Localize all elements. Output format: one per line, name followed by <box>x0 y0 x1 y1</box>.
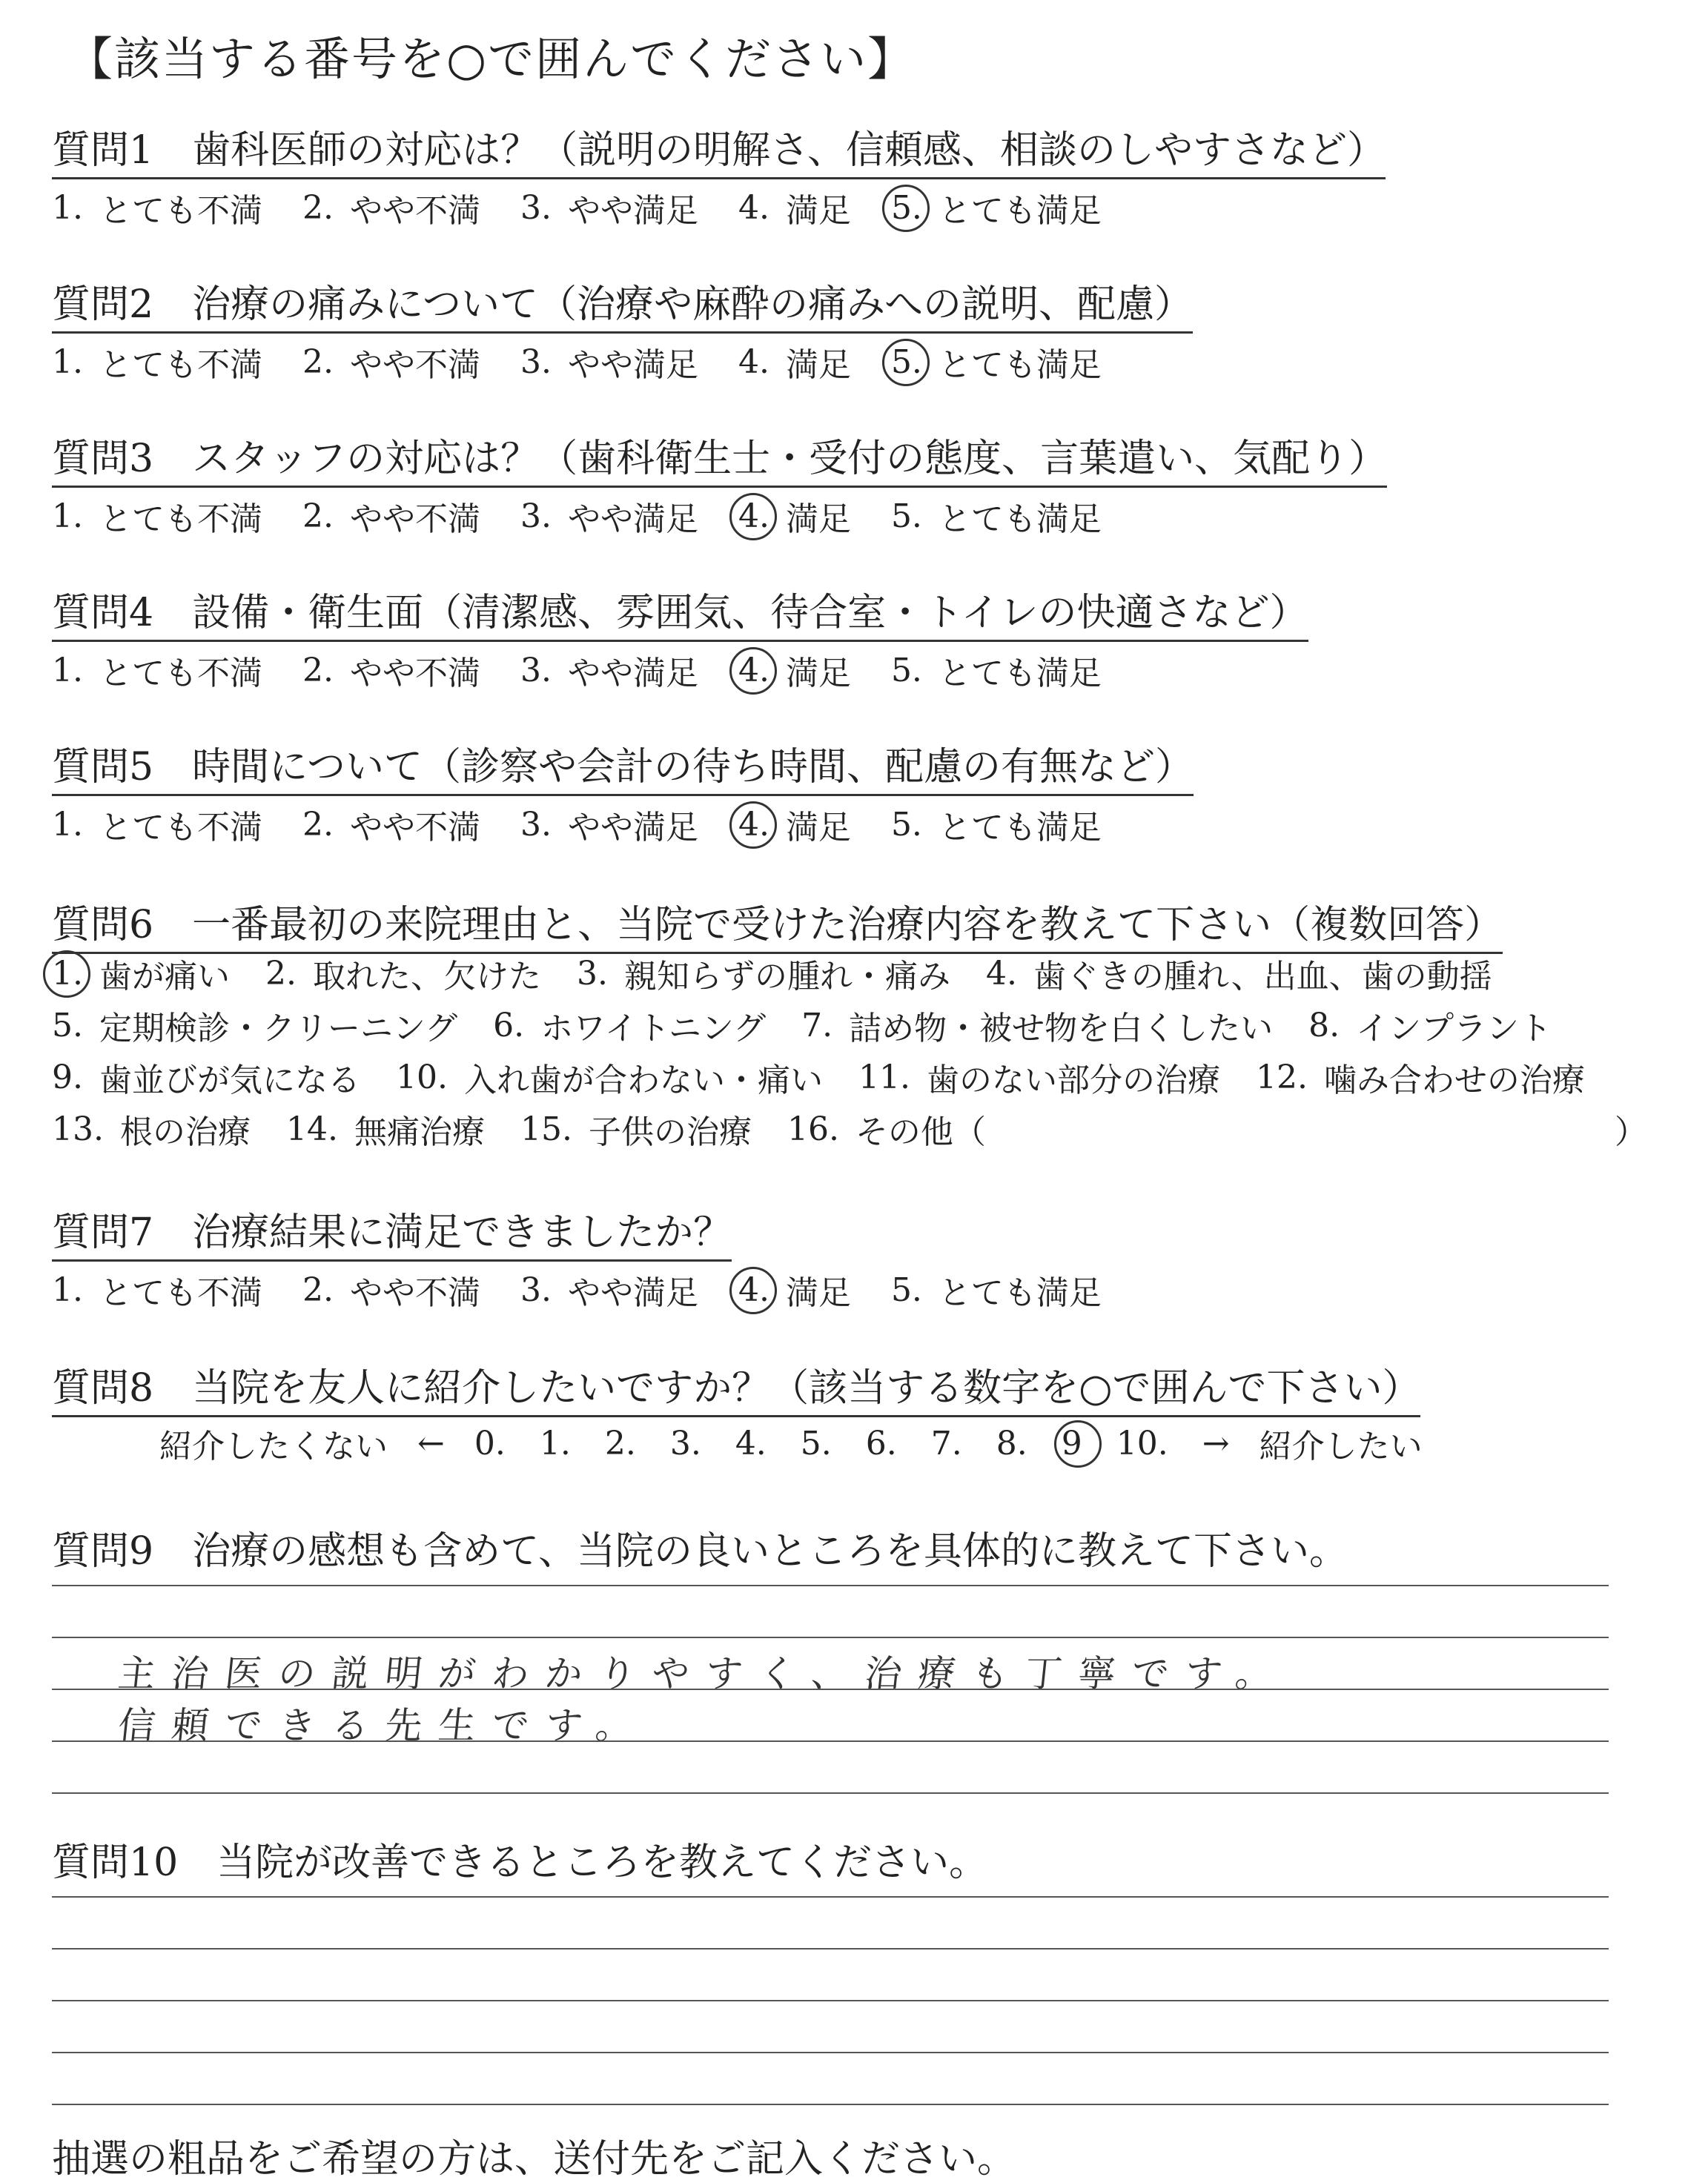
option-number: 4. <box>738 651 769 689</box>
q6-option[interactable] <box>577 950 950 997</box>
q6-option[interactable] <box>286 1105 485 1153</box>
option-number: 3. <box>520 805 552 844</box>
option-number: 2. <box>302 342 334 381</box>
q1-option-4[interactable] <box>738 184 851 231</box>
q2-options <box>52 338 1142 385</box>
q2-option-5[interactable] <box>891 338 1102 385</box>
option-label: やや満足 <box>567 1274 698 1312</box>
option-number: 1. <box>52 651 83 689</box>
option-label: 満足 <box>785 346 851 384</box>
q5-title: 質問5 時間について（診察や会計の待ち時間、配慮の有無など） <box>52 735 1194 796</box>
q4-option-1[interactable] <box>52 646 262 694</box>
option-label: 無痛治療 <box>354 1113 485 1151</box>
footer-note: 抽選の粗品をご希望の方は、送付先をご記入ください。 <box>52 2137 1016 2182</box>
q7-option-4[interactable] <box>738 1266 851 1314</box>
q6-option-row <box>52 947 1647 999</box>
q9-answer-line <box>52 1792 1609 1794</box>
option-label: とても満足 <box>938 655 1102 692</box>
option-number: 3. <box>520 651 552 689</box>
option-label: とても満足 <box>938 1274 1102 1312</box>
arrow-left-icon: ← <box>417 1424 445 1462</box>
option-label: やや不満 <box>349 809 480 847</box>
option-number: 4. <box>985 954 1017 993</box>
q6-option[interactable] <box>858 1053 1220 1101</box>
q2-option-4[interactable] <box>738 338 851 385</box>
option-label: 満足 <box>785 655 851 692</box>
option-label: 入れ歯が合わない・痛い <box>463 1061 823 1099</box>
option-number: 5. <box>890 497 922 535</box>
option-label: 歯が痛い <box>99 958 230 996</box>
q4-option-3[interactable] <box>520 646 698 694</box>
q9-answer-line <box>52 1740 1609 1742</box>
q9-answer-line <box>52 1585 1609 1586</box>
option-label: 子供の治療 <box>588 1113 752 1151</box>
q7-option-3[interactable] <box>520 1266 698 1314</box>
option-label: とても不満 <box>99 655 262 692</box>
q5-option-1[interactable] <box>52 801 262 848</box>
q1-options <box>52 184 1142 231</box>
option-label: とても不満 <box>99 809 262 847</box>
q10-title: 質問10 当院が改善できるところを教えてください。 <box>52 1841 988 1885</box>
q4-title: 質問4 設備・衛生面（清潔感、雰囲気、待合室・トイレの快適さなど） <box>52 581 1308 642</box>
q6-option[interactable] <box>52 1053 360 1101</box>
option-number: 3. <box>520 342 552 381</box>
q5-option-5[interactable] <box>891 801 1102 848</box>
option-number: 1. <box>52 1271 83 1309</box>
scale-number[interactable]: 9 <box>1061 1424 1082 1462</box>
option-number: 5. <box>52 1006 83 1044</box>
option-label: 満足 <box>785 1274 851 1312</box>
q9-title: 質問9 治療の感想も含めて、当院の良いところを具体的に教えて下さい。 <box>52 1529 1348 1574</box>
q9-answer-line <box>52 1689 1609 1690</box>
form-title: 【該当する番号を○で囲んでください】 <box>67 32 916 86</box>
option-number: 7. <box>801 1006 833 1044</box>
q2-option-2[interactable] <box>302 338 480 385</box>
q6-option[interactable] <box>265 950 541 997</box>
q6-option[interactable] <box>1308 1001 1552 1049</box>
scale-number[interactable]: 1. <box>539 1424 571 1462</box>
option-number: 2. <box>302 497 334 535</box>
q10-answer-line <box>52 2000 1609 2001</box>
q5-options <box>52 801 1142 848</box>
option-label: やや満足 <box>567 346 698 384</box>
q6-option-row <box>52 1103 1647 1155</box>
q5-option-2[interactable] <box>302 801 480 848</box>
q6-option[interactable] <box>520 1105 752 1153</box>
q3-title: 質問3 スタッフの対応は？（歯科衛生士・受付の態度、言葉遣い、気配り） <box>52 427 1387 488</box>
scale-number[interactable]: 3. <box>669 1424 701 1462</box>
q1-option-3[interactable] <box>520 184 698 231</box>
q4-option-2[interactable] <box>302 646 480 694</box>
q6-option[interactable] <box>801 1001 1273 1049</box>
option-label: 満足 <box>785 809 851 847</box>
option-label: やや満足 <box>567 809 698 847</box>
option-number: 10. <box>395 1058 448 1096</box>
option-label: やや満足 <box>567 655 698 692</box>
q8-scale <box>159 1420 1452 1467</box>
q6-option[interactable] <box>1256 1053 1585 1101</box>
q6-option-row <box>52 999 1647 1051</box>
option-label: 歯ぐきの腫れ、出血、歯の動揺 <box>1033 958 1492 996</box>
q6-title: 質問6 一番最初の来院理由と、当院で受けた治療内容を教えて下さい（複数回答） <box>52 893 1503 954</box>
scale-number[interactable]: 0. <box>474 1424 506 1462</box>
option-label: ホワイトニング <box>540 1010 767 1047</box>
option-label: 取れた、欠けた <box>312 958 541 996</box>
scale-number[interactable]: 2. <box>604 1424 636 1462</box>
q7-option-2[interactable] <box>302 1266 480 1314</box>
option-number: 3. <box>520 1271 552 1309</box>
option-label: 満足 <box>785 192 851 230</box>
q3-option-2[interactable] <box>302 492 480 540</box>
scale-number[interactable]: 4. <box>735 1424 767 1462</box>
option-label: やや不満 <box>349 192 480 230</box>
q3-option-3[interactable] <box>520 492 698 540</box>
option-number: 5. <box>890 651 922 689</box>
q6-option[interactable] <box>787 1105 986 1153</box>
q4-option-4[interactable] <box>738 646 851 694</box>
option-label: 歯並びが気になる <box>99 1061 360 1099</box>
q10-answer-line <box>52 2104 1609 2105</box>
option-number: 5. <box>890 188 922 227</box>
option-number: 3. <box>576 954 608 993</box>
option-label: とても満足 <box>938 192 1102 230</box>
q6-options <box>52 947 1647 1155</box>
q1-title: 質問1 歯科医師の対応は？（説明の明解さ、信頼感、相談のしやすさなど） <box>52 119 1386 179</box>
q4-option-5[interactable] <box>891 646 1102 694</box>
option-number: 9. <box>52 1058 83 1096</box>
q6-option[interactable] <box>493 1001 766 1049</box>
option-number: 5. <box>890 1271 922 1309</box>
scale-number[interactable]: 10. <box>1116 1424 1168 1462</box>
q6-option[interactable] <box>52 1001 457 1049</box>
q2-option-1[interactable] <box>52 338 262 385</box>
q2-option-3[interactable] <box>520 338 698 385</box>
option-number: 5. <box>890 805 922 844</box>
q6-option-row <box>52 1051 1647 1103</box>
option-number: 2. <box>265 954 297 993</box>
option-label: その他（ <box>855 1113 986 1151</box>
option-number: 16. <box>787 1110 839 1148</box>
q6-option[interactable] <box>52 950 230 997</box>
option-number: 12. <box>1255 1058 1308 1096</box>
option-number: 1. <box>52 188 83 227</box>
q3-options <box>52 492 1142 540</box>
option-number: 2. <box>302 805 334 844</box>
q5-option-3[interactable] <box>520 801 698 848</box>
q10-answer-line <box>52 1896 1609 1898</box>
option-number: 3. <box>520 188 552 227</box>
q9-answer-line <box>52 1637 1609 1638</box>
option-number: 4. <box>738 497 769 535</box>
q6-option[interactable] <box>986 950 1492 997</box>
option-number: 11. <box>858 1058 910 1096</box>
option-label: 根の治療 <box>119 1113 251 1151</box>
q4-options <box>52 646 1142 694</box>
option-label: とても不満 <box>99 1274 262 1312</box>
scale-number[interactable]: 5. <box>800 1424 832 1462</box>
option-number: 2. <box>302 188 334 227</box>
option-number: 15. <box>520 1110 572 1148</box>
option-label: やや満足 <box>567 500 698 538</box>
q3-option-5[interactable] <box>891 492 1102 540</box>
arrow-right-icon: → <box>1202 1424 1230 1462</box>
q3-option-4[interactable] <box>738 492 851 540</box>
option-number: 1. <box>52 342 83 381</box>
q5-option-4[interactable] <box>738 801 851 848</box>
q2-title: 質問2 治療の痛みについて（治療や麻酔の痛みへの説明、配慮） <box>52 273 1193 334</box>
option-label: やや不満 <box>349 346 480 384</box>
option-label: 噛み合わせの治療 <box>1323 1061 1585 1099</box>
q1-option-5[interactable] <box>891 184 1102 231</box>
scale-low-label: 紹介したくない <box>159 1428 388 1465</box>
option-number: 4. <box>738 1271 769 1309</box>
option-number: 8. <box>1308 1006 1340 1044</box>
q10-answer-line <box>52 2052 1609 2053</box>
option-label: やや満足 <box>567 192 698 230</box>
option-number: 4. <box>738 805 769 844</box>
scale-number[interactable]: 6. <box>865 1424 897 1462</box>
option-number: 4. <box>738 188 769 227</box>
option-label: 満足 <box>785 500 851 538</box>
option-number: 4. <box>738 342 769 381</box>
scale-number[interactable]: 8. <box>996 1424 1027 1462</box>
option-number: 2. <box>302 651 334 689</box>
q10-answer-line <box>52 1948 1609 1950</box>
option-label: とても不満 <box>99 346 262 384</box>
option-label: 詰め物・被せ物を白くしたい <box>849 1010 1274 1047</box>
q6-option[interactable] <box>52 1105 251 1153</box>
option-number: 1. <box>52 497 83 535</box>
option-label: やや不満 <box>349 655 480 692</box>
option-label: とても満足 <box>938 346 1102 384</box>
q7-option-5[interactable] <box>891 1266 1102 1314</box>
q3-option-1[interactable] <box>52 492 262 540</box>
option-number: 5. <box>890 342 922 381</box>
option-label: やや不満 <box>349 500 480 538</box>
q6-option[interactable] <box>396 1053 823 1101</box>
option-label: 定期検診・クリーニング <box>99 1010 458 1047</box>
option-number: 2. <box>302 1271 334 1309</box>
option-label: とても不満 <box>99 500 262 538</box>
scale-number[interactable]: 7. <box>930 1424 962 1462</box>
scale-high-label: 紹介したい <box>1259 1428 1423 1465</box>
q8-title: 質問8 当院を友人に紹介したいですか？（該当する数字を○で囲んで下さい） <box>52 1356 1420 1417</box>
other-close-paren: ） <box>1614 1113 1647 1151</box>
q9-handwritten-answer-line: 主治医の説明がわかりやすく、治療も丁寧です。 <box>116 1652 1291 1695</box>
option-label: とても満足 <box>938 809 1102 847</box>
option-label: 歯のない部分の治療 <box>926 1061 1220 1099</box>
option-label: やや不満 <box>349 1274 480 1312</box>
option-label: インプラント <box>1356 1010 1552 1047</box>
option-number: 1. <box>52 805 83 844</box>
option-number: 14. <box>285 1110 338 1148</box>
q1-option-2[interactable] <box>302 184 480 231</box>
option-number: 3. <box>520 497 552 535</box>
q7-option-1[interactable] <box>52 1266 262 1314</box>
option-number: 6. <box>493 1006 525 1044</box>
q7-title: 質問7 治療結果に満足できましたか？ <box>52 1201 732 1262</box>
q7-options <box>52 1266 1142 1314</box>
option-number: 1. <box>52 954 83 993</box>
q9-handwritten-answer-line: 信頼できる先生です。 <box>116 1704 652 1747</box>
option-label: 親知らずの腫れ・痛み <box>623 958 950 996</box>
option-label: とても不満 <box>99 192 262 230</box>
q1-option-1[interactable] <box>52 184 262 231</box>
option-number: 13. <box>52 1110 104 1148</box>
option-label: とても満足 <box>938 500 1102 538</box>
